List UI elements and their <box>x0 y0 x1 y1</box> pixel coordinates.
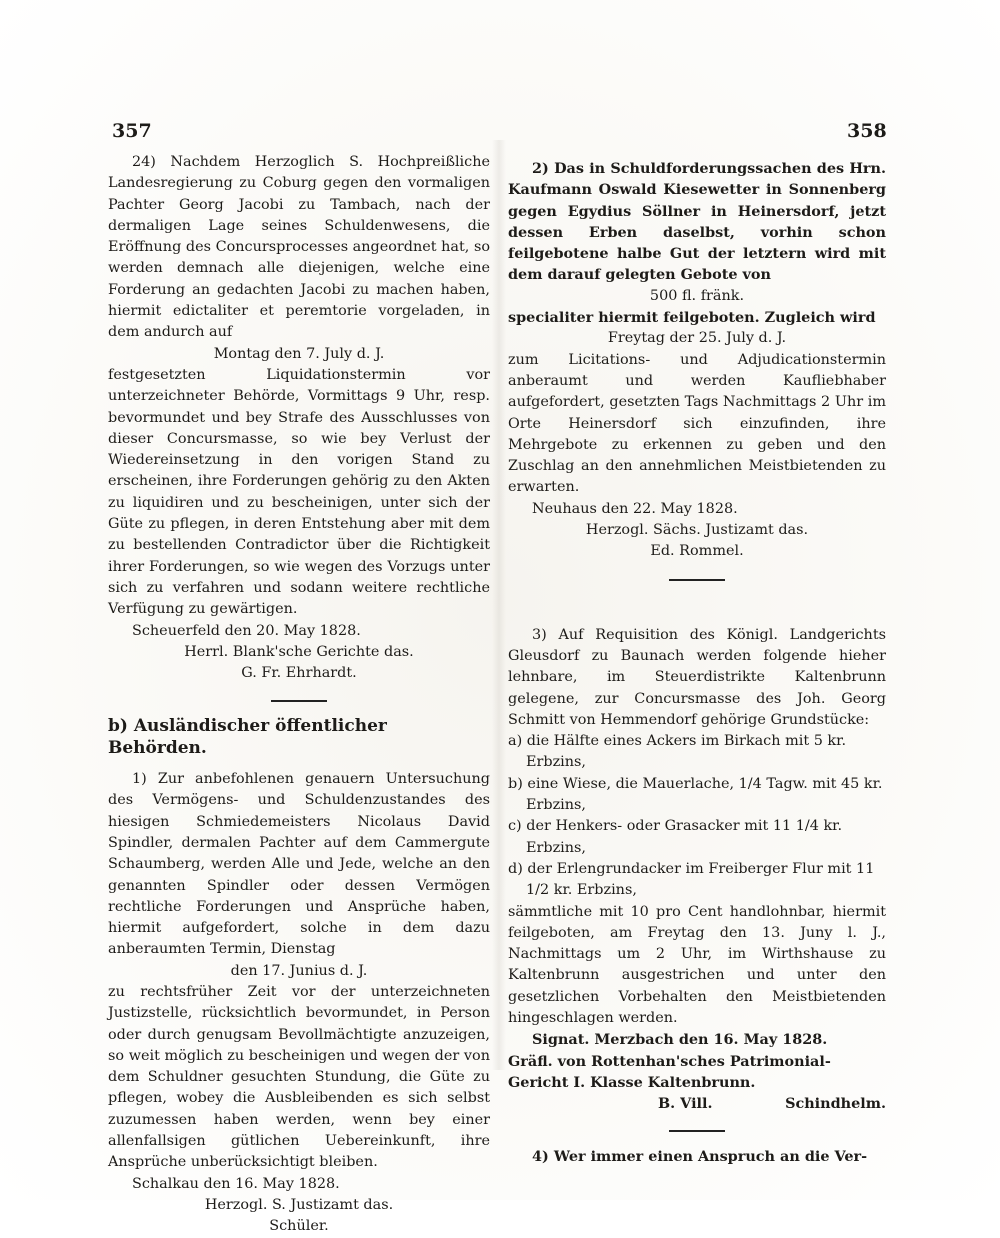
notice-1-authority: Herzogl. S. Justizamt das. <box>204 1196 394 1213</box>
list-item-label: a) <box>508 733 523 750</box>
list-item-text: der Erlengrundacker im Freiberger Flur mit 11 1/2 kr. Erbzins, <box>526 860 875 899</box>
list-item <box>508 731 886 774</box>
left-column <box>108 152 490 1238</box>
notice-2-place-date: Neuhaus den 22. May 1828. <box>532 500 738 517</box>
notice-1-text: 1) Zur anbefohlenen genauern Untersuchung des Vermögens- und Schuldenzustandes des hiesigen Schmiedemeisters Nicolaus David Spindler, dermalen Pachter auf dem Cammergute Schaumberg, werden Alle und Jede, welche an den genannten Spindler oder dessen Vermögen rechtliche Forderungen und Ansprüche haben, hiermit aufgefordert, solche in dem dazu anberaumten Termin, Dienstag <box>108 771 490 958</box>
notice-4-start: 4) Wer immer einen Anspruch an die Ver- <box>532 1148 868 1166</box>
notice-1-place-date: Schalkau den 16. May 1828. <box>132 1175 340 1192</box>
notice-1-signature: Schüler. <box>269 1218 329 1235</box>
list-item-label: c) <box>508 818 522 835</box>
notice-3-authority: Gräfl. von Rottenhan'sches Patrimonial-Gericht I. Klasse Kaltenbrunn. <box>508 1052 831 1091</box>
notice-divider-2 <box>669 1130 725 1132</box>
page-number-left: 357 <box>112 120 152 142</box>
page-number-right: 358 <box>847 120 887 142</box>
notice-3-signature-right: Schindhelm. <box>785 1095 886 1113</box>
list-item-text: der Henkers- oder Grasacker mit 11 1/4 kr. Erbzins, <box>526 818 843 856</box>
list-item <box>508 859 886 902</box>
notice-3-body: sämmtliche mit 10 pro Cent handlohnbar, hiermit feilgeboten, am Freytag den 13. Juny l. J., Nachmittags um 2 Uhr, im Wirthshause zu Kaltenbrunn ausgestrichen und unter den gesetzlichen Vorbehalten den Meistbietenden hingeschlagen werden. <box>508 903 886 1026</box>
section-divider <box>271 700 327 702</box>
notice-3 <box>508 625 886 1115</box>
notice-24 <box>108 152 490 684</box>
notice-3-text: 3) Auf Requisition des Königl. Landgerichts Gleusdorf zu Baunach werden folgende hieher lehnbare, im Steuerdistrikte Kaltenbrunn gelegene, zur Concursmasse des Joh. Georg Schmitt von Hemmendorf gehörige Grundstücke: <box>508 626 886 728</box>
notice-3-list <box>508 731 886 901</box>
section-heading: b) Ausländischer öffentlicher Behörden. <box>108 716 387 758</box>
list-item-label: d) <box>508 860 523 877</box>
right-column <box>508 158 886 1168</box>
notice-divider-1 <box>669 579 725 581</box>
notice-3-signatures <box>508 1093 886 1114</box>
notice-3-signature-left: B. Vill. <box>658 1095 713 1113</box>
notice-2-signature: Ed. Rommel. <box>650 543 744 560</box>
notice-24-place-date: Scheuerfeld den 20. May 1828. <box>132 622 361 639</box>
notice-2 <box>508 158 886 563</box>
page-gutter <box>492 140 506 1070</box>
notice-24-body: festgesetzten Liquidationstermin vor unterzeichneter Behörde, Vormittags 9 Uhr, resp. bevormundet und bey Strafe des Ausschlusses von dieser Concursmasse, so wie bey Verlust der Wiedereinsetzung in den vorigen Stand zu erscheinen, ihre Forderungen gehörig zu den Akten zu liquidiren und zu bescheinigen, unter sich der Güte zu pflegen, in deren Entstehung aber mit dem zu bestellenden Contradictor über die Richtigkeit ihrer Forderungen, so wie wegen des Vorzugs unter sich zu verfahren und sodann weitere rechtliche Verfügung zu gewärtigen. <box>108 366 490 618</box>
notice-2-authority: Herzogl. Sächs. Justizamt das. <box>585 522 809 539</box>
notice-1 <box>108 769 490 1238</box>
notice-24-text: 24) Nachdem Herzoglich S. Hochpreißliche Landesregierung zu Coburg gegen den vormaligen Pachter Georg Jacobi zu Tambach, nach der dermaligen Lage seines Schuldenwesens, die Eröffnung des Concursprocesses angeordnet hat, so werden demnach alle diejenigen, welche eine Forderung an gedachten Jacobi zu machen haben, hiermit edictaliter et peremtorie vorgeladen, in dem andurch auf <box>108 154 490 341</box>
list-item-text: die Hälfte eines Ackers im Birkach mit 5 kr. Erbzins, <box>526 733 847 771</box>
notice-3-place-date: Signat. Merzbach den 16. May 1828. <box>532 1031 828 1049</box>
notice-2-amount: 500 fl. fränk. <box>649 287 745 304</box>
notice-24-authority: Herrl. Blank'sche Gerichte das. <box>184 643 414 660</box>
spacer <box>508 595 886 625</box>
list-item <box>508 774 886 817</box>
notice-2-text: 2) Das in Schuldforderungssachen des Hrn. Kaufmann Oswald Kiesewetter in Sonnenberg gegen Egydius Söllner in Heinersdorf, jetzt dessen Erben daselbst, vorhin schon feilgebotene halbe Gut der letztern wird mit dem darauf gelegten Gebote von <box>508 160 886 284</box>
list-item <box>508 816 886 859</box>
notice-2-date: Freytag der 25. July d. J. <box>607 330 787 347</box>
notice-24-date: Montag den 7. July d. J. <box>213 345 385 362</box>
notice-24-signature: G. Fr. Ehrhardt. <box>241 665 357 682</box>
notice-1-body: zu rechtsfrüher Zeit vor der unterzeichneten Justizstelle, rücksichtlich bevormundet, in Person oder durch genugsam Bevollmächtigte anzuzeigen, so weit möglich zu bescheinigen und wegen der von dem Schuldner gesuchten Stundung, die Güte zu pflegen, wobey die Ausbleibenden es sich selbst zuzumessen haben werden, wenn bey einer allenfallsigen gütlichen Uebereinkunft, ihre Ansprüche unberücksichtigt bleiben. <box>108 983 490 1171</box>
notice-2-body: zum Licitations- und Adjudicationstermin anberaumt und werden Kaufliebhaber aufgefordert, gesetzten Tags Nachmittags 2 Uhr im Orte Heinersdorf sich einzufinden, ihre Mehrgebote zu erkennen zu geben und den Zuschlag an den annehmlichen Meistbietenden zu erwarten. <box>508 351 886 496</box>
notice-2-offer: specialiter hiermit feilgeboten. Zugleich wird <box>508 309 876 327</box>
notice-1-date: den 17. Junius d. J. <box>230 962 368 979</box>
list-item-text: eine Wiese, die Mauerlache, 1/4 Tagw. mit 45 kr. Erbzins, <box>526 775 883 814</box>
list-item-label: b) <box>508 775 523 792</box>
